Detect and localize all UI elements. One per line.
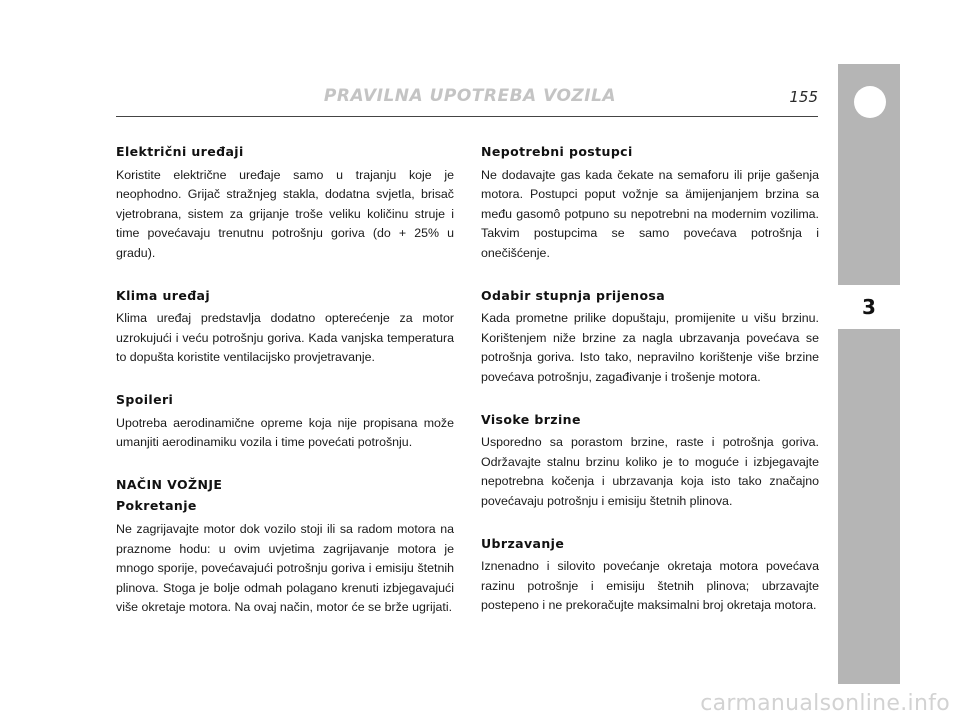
section-subheading-starting: Pokretanje <box>116 498 197 514</box>
chapter-side-tab <box>838 64 900 684</box>
chapter-number-tab <box>838 283 900 331</box>
section-body-acceleration: Iznenadno i silovito povećanje okretaja motora povećava razinu potrošnje i emisiju štetnih plinova; ubrzavajte postepeno i ne prekoračujte maksimalni broj okretaja motora. <box>481 559 819 613</box>
section-body-electrical: Koristite električne uređaje samo u trajanju koje je neophodno. Grijač stražnjeg stakla, dodatna svjetla, brisač vjetrobrana, sistem za grijanje troše veliku količinu struje i time povećavaju trenutnu potrošnju goriva (do + 25% u gradu). <box>116 167 454 260</box>
section-body-spoilers: Upotreba aerodinamične opreme koja nije propisana može umanjiti aerodinamiku vozila i time povećati potrošnju. <box>116 415 454 450</box>
section-heading-driving-style: NAČIN VOŽNJE <box>116 476 223 492</box>
section-body-starting: Ne zagrijavajte motor dok vozilo stoji ili sa radom motora na praznome hodu: u ovim uvjetima zagrijavanje motora je mnogo sporije, povećavajući potrošnju goriva i emisiju štetnih plinova. Stoga je bolje odmah polagano krenuti izbjegavajući više okretaje motora. Na ovaj način, motor će se brže ugrijati. <box>116 521 454 615</box>
header-divider <box>116 116 818 117</box>
left-column <box>116 142 454 640</box>
chapter-marker-circle <box>854 86 886 118</box>
section-heading-electrical: Električni uređaji <box>116 144 244 159</box>
section-heading-gear-selection: Odabir stupnja prijenosa <box>481 287 666 303</box>
watermark: carmanualsonline.info <box>700 691 950 716</box>
section-heading-high-speeds: Visoke brzine <box>481 411 581 427</box>
section-heading-spoilers: Spoileri <box>116 391 174 407</box>
section-body-unnecessary-actions: Ne dodavajte gas kada čekate na semaforu ili prije gašenja motora. Postupci poput vožnje sa ämijenjanjem brzina sa među gasomô potpuno su nepotrebni na modernim vozilima. Takvim postupcima se samo povećava potrošnja i onečišćenje. <box>481 167 819 260</box>
section-heading-acceleration: Ubrzavanje <box>481 535 565 551</box>
page-number: 155 <box>789 88 818 106</box>
page-header-title: PRAVILNA UPOTREBA VOZILA <box>323 86 617 106</box>
section-heading-unnecessary-actions: Nepotrebni postupci <box>481 144 633 159</box>
section-body-high-speeds: Usporedno sa porastom brzine, raste i potrošnja goriva. Održavajte stalnu brzinu koliko je to moguće i izbjegavajte nepotrebna kočenja i ubrzavanja koja isto tako značajno povećavaju potrošnju i emisiju štetnih plinova. <box>481 435 819 508</box>
right-column <box>481 142 819 638</box>
section-heading-air-conditioning: Klima uređaj <box>116 287 211 303</box>
section-body-gear-selection: Kada prometne prilike dopuštaju, promijenite u višu brzinu. Korištenjem niže brzine za nagla ubrzavanja povećava se potrošnja goriva. Isto tako, nepravilno korištenje više brzine povećava potrošnju, zagađivanje i trošenje motora. <box>481 311 819 384</box>
section-body-air-conditioning: Klima uređaj predstavlja dodatno opterećenje za motor uzrokujući i veću potrošnju goriva. Kada vanjska temperatura to dopušta koristite ventilacijsko provjetravanje. <box>116 311 454 365</box>
chapter-number: 3 <box>862 295 876 319</box>
